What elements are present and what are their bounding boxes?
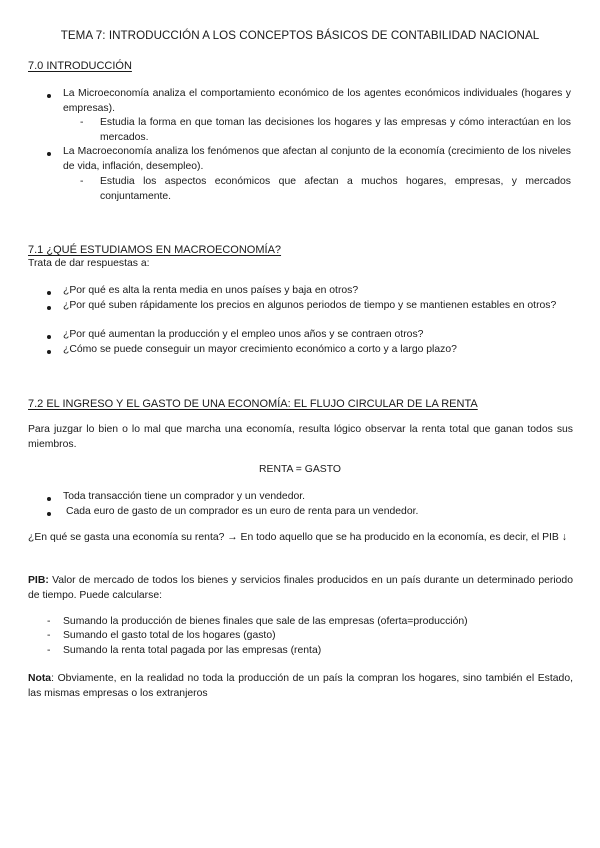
bullet-icon xyxy=(47,94,51,98)
micro-subitem: Estudia la forma en que toman las decisiones los hogares y las empresas y cómo interactúan en los mercados. xyxy=(100,117,571,143)
bullet-icon xyxy=(47,306,51,310)
dash-icon: - xyxy=(80,176,84,187)
note-text: : Obviamente, en la realidad no toda la producción de un país la compran los hogares, sino también el Estado, las mismas empresas o los extranjeros xyxy=(28,673,573,699)
pib-definition xyxy=(28,574,573,603)
section-intro: Trata de dar respuestas a: xyxy=(28,258,150,269)
macro-paragraph: La Macroeconomía analiza los fenómenos que afectan al conjunto de la economía (crecimiento de los niveles de vida, inflación, desempleo). xyxy=(63,146,571,172)
income-paragraph: Para juzgar lo bien o lo mal que marcha una economía, resulta lógico observar la renta total que ganan todos sus miembros. xyxy=(28,424,573,450)
note-label: Nota xyxy=(28,673,52,684)
micro-paragraph: La Microeconomía analiza el comportamiento económico de los agentes económicos individuales (hogares y empresas). xyxy=(63,88,571,114)
equation: RENTA = GASTO xyxy=(259,464,341,475)
bullet-icon xyxy=(47,497,51,501)
bullet-icon xyxy=(47,512,51,516)
transaction-item: Toda transacción tiene un comprador y un vendedor. xyxy=(63,491,306,502)
question-item: ¿Por qué suben rápidamente los precios en algunos periodos de tiempo y se mantienen estables en otros? xyxy=(63,300,557,311)
section-heading-7-1: 7.1 ¿QUÉ ESTUDIAMOS EN MACROECONOMÍA? xyxy=(28,244,282,256)
calc-method-item: Sumando el gasto total de los hogares (gasto) xyxy=(63,630,276,641)
transaction-item: Cada euro de gasto de un comprador es un euro de renta para un vendedor. xyxy=(66,506,419,517)
bullet-icon xyxy=(47,350,51,354)
spending-paragraph: ¿En qué se gasta una economía su renta? → En todo aquello que se ha producido en la economía, es decir, el PIB ↓ xyxy=(28,532,567,543)
pib-text: Valor de mercado de todos los bienes y servicios finales producidos en un país durante un determinado periodo de tiempo. Puede calcularse: xyxy=(28,575,573,601)
dash-icon: - xyxy=(47,630,51,641)
calc-method-item: Sumando la producción de bienes finales que sale de las empresas (oferta=producción) xyxy=(63,616,468,627)
pib-label: PIB: xyxy=(28,575,49,586)
bullet-icon xyxy=(47,291,51,295)
section-heading-7-2: 7.2 EL INGRESO Y EL GASTO DE UNA ECONOMÍA: EL FLUJO CIRCULAR DE LA RENTA xyxy=(28,398,478,410)
dash-icon: - xyxy=(47,645,51,656)
section-heading-7-0: 7.0 INTRODUCCIÓN xyxy=(28,60,132,72)
question-item: ¿Por qué es alta la renta media en unos países y baja en otros? xyxy=(63,285,359,296)
document-title: TEMA 7: INTRODUCCIÓN A LOS CONCEPTOS BÁSICOS DE CONTABILIDAD NACIONAL xyxy=(60,29,540,42)
dash-icon: - xyxy=(80,117,84,128)
note-paragraph xyxy=(28,672,573,701)
question-item: ¿Cómo se puede conseguir un mayor crecimiento económico a corto y a largo plazo? xyxy=(63,344,457,355)
calc-method-item: Sumando la renta total pagada por las empresas (renta) xyxy=(63,645,322,656)
question-item: ¿Por qué aumentan la producción y el empleo unos años y se contraen otros? xyxy=(63,329,424,340)
bullet-icon xyxy=(47,152,51,156)
bullet-icon xyxy=(47,335,51,339)
macro-subitem: Estudia los aspectos económicos que afectan a muchos hogares, empresas, y mercados conjuntamente. xyxy=(100,176,571,202)
dash-icon: - xyxy=(47,616,51,627)
